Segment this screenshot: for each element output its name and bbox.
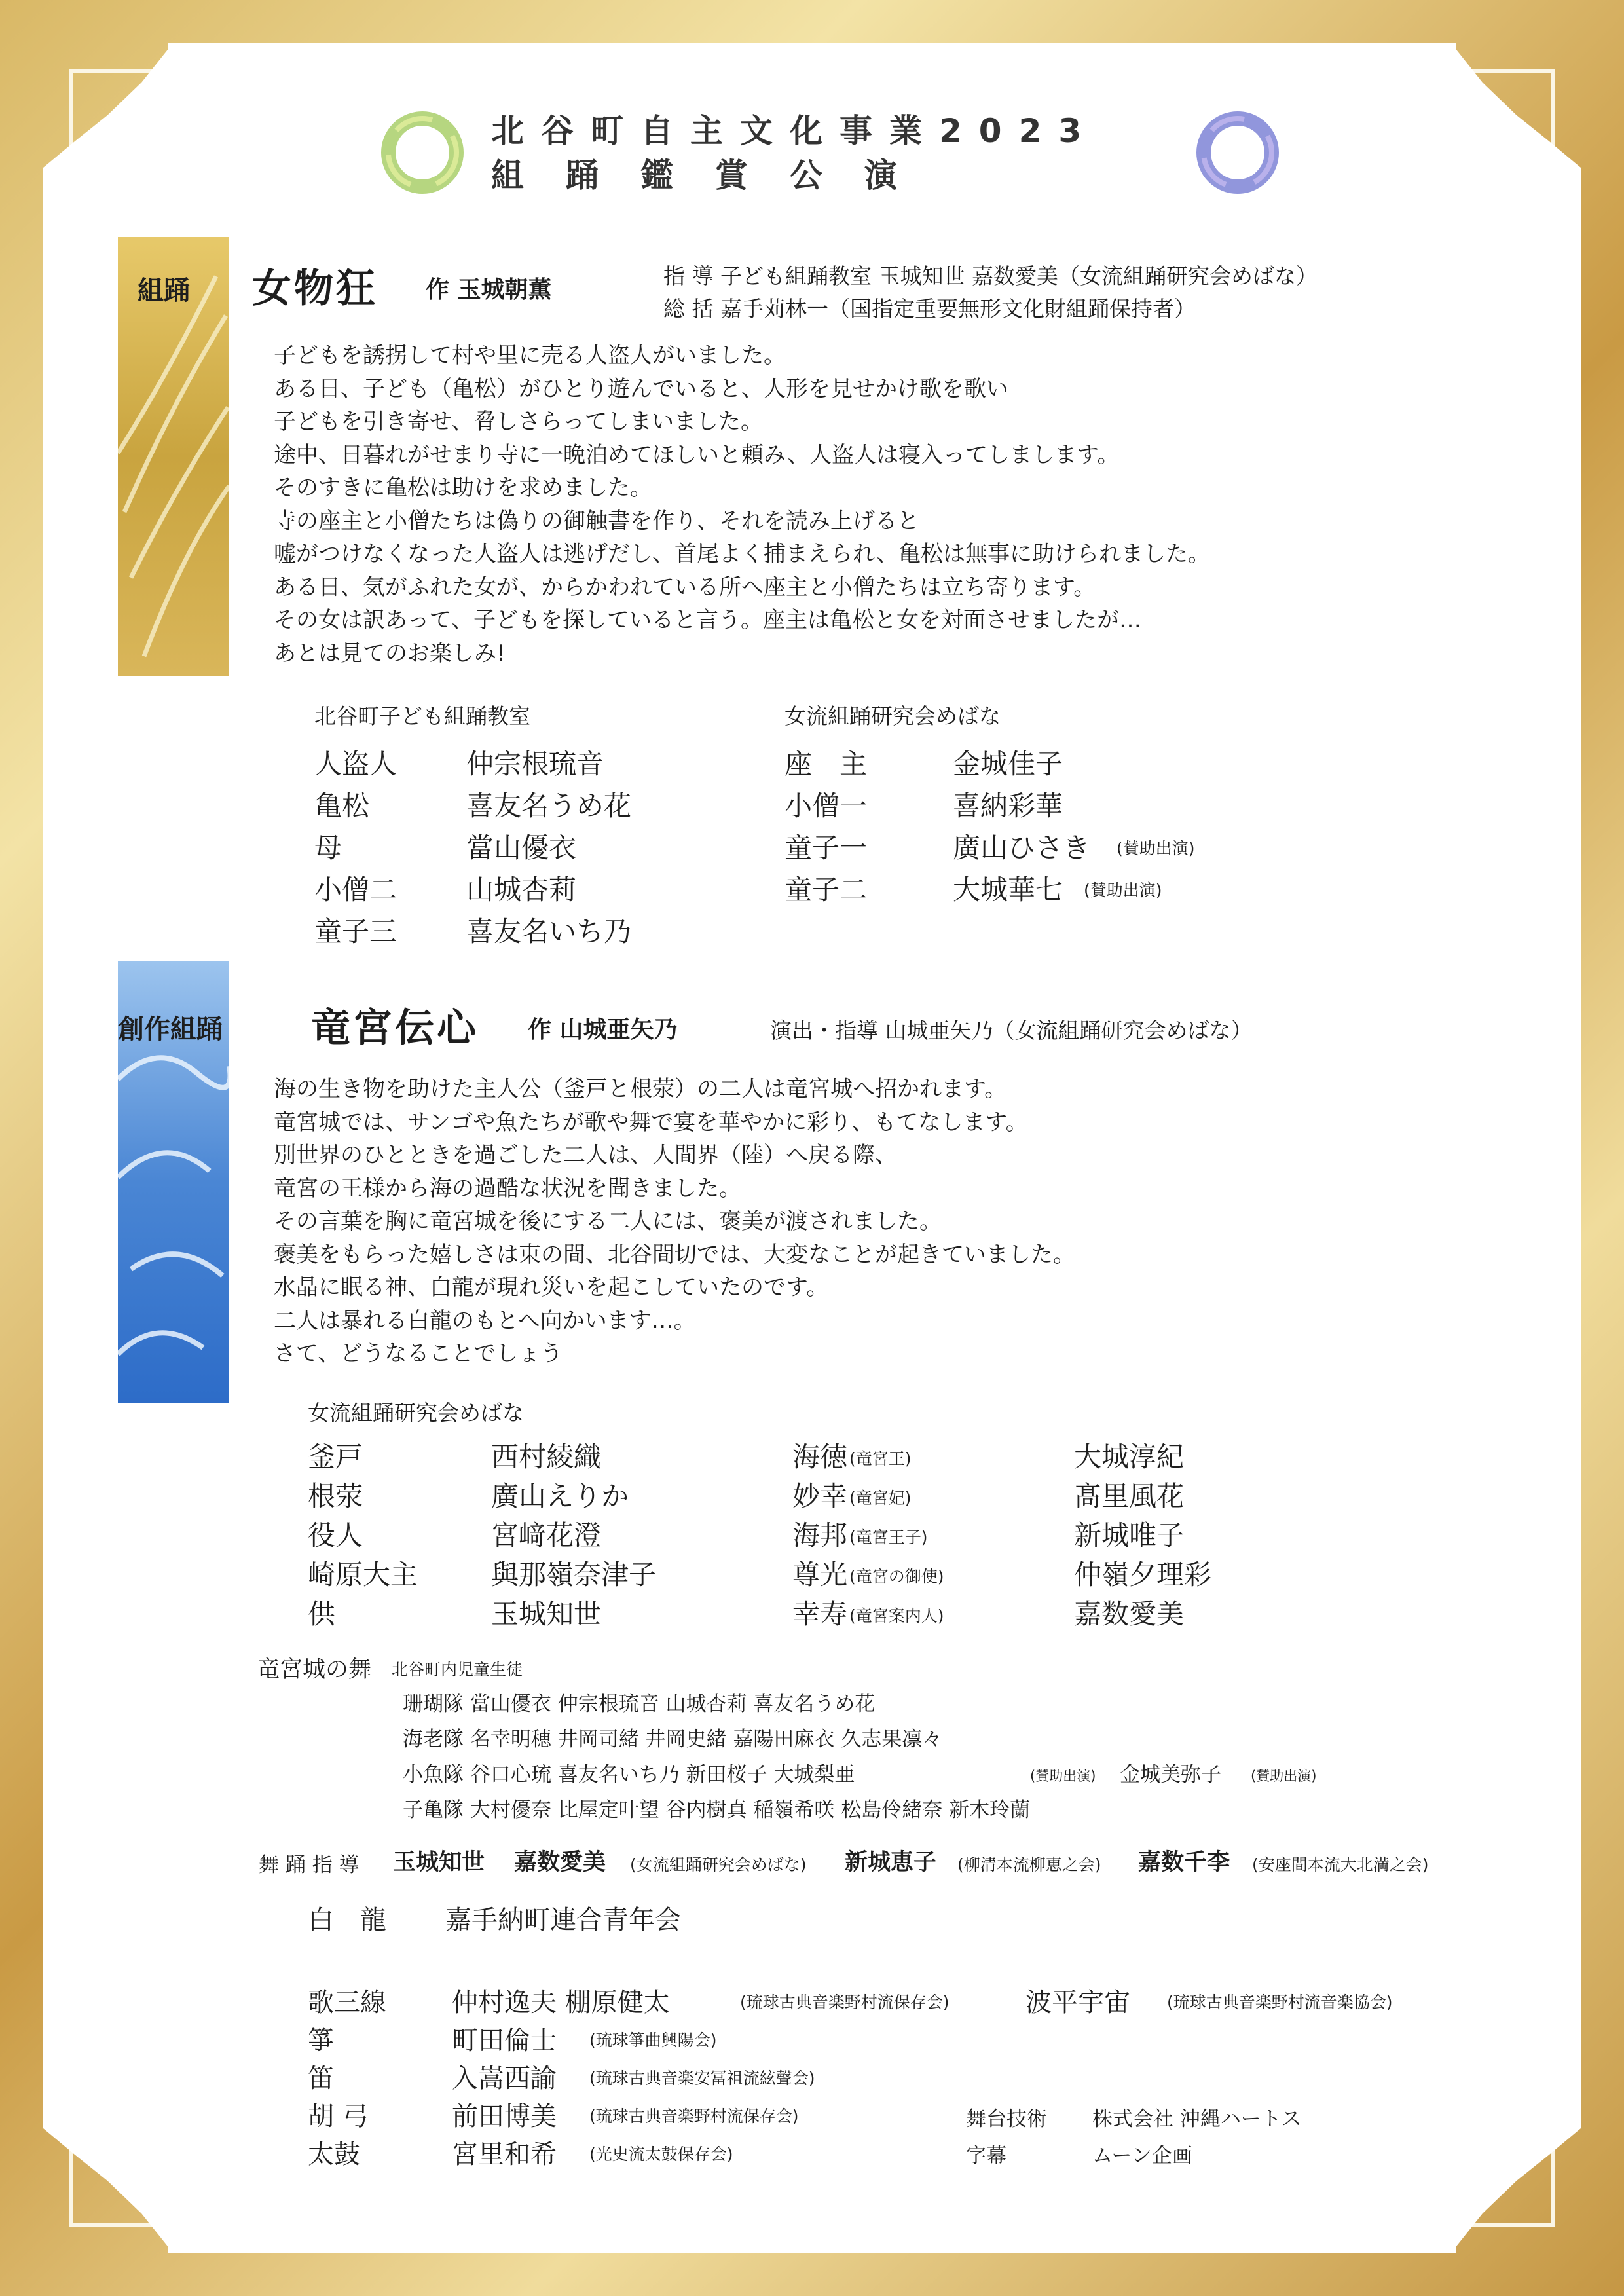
troupe-note: (賛助出演): [1251, 1768, 1317, 1784]
cast-name: 廣山ひさき: [953, 832, 1091, 864]
cast-note: (賛助出演): [1116, 839, 1195, 858]
dance-subtitle: 北谷町内児童生徒: [392, 1660, 523, 1679]
cast-role: 小僧二: [314, 874, 397, 906]
play1-author: 作 玉城朝薫: [426, 276, 552, 303]
story-line: その言葉を胸に竜宮城を後にする二人には、褒美が渡されました。: [274, 1208, 942, 1234]
instrument-label: 箏: [308, 2026, 334, 2056]
cast-name: 喜友名いち乃: [466, 916, 632, 948]
cast-role: 童子二: [784, 874, 868, 906]
story-line: 褒美をもらった嬉しさは束の間、北谷間切では、大変なことが起きていました。: [274, 1241, 1075, 1268]
cast-role: 母: [314, 832, 342, 864]
musician-name: 入嵩西諭: [452, 2064, 557, 2094]
cast-name: 仲嶺夕理彩: [1074, 1559, 1212, 1591]
instrument-label: 太鼓: [308, 2139, 360, 2170]
cast-role: 童子三: [314, 916, 397, 948]
story-line: 子どもを引き寄せ、脅しさらってしまいました。: [274, 409, 763, 435]
story-line: そのすきに亀松は助けを求めました。: [274, 475, 652, 501]
cast-role: 尊光: [792, 1559, 848, 1591]
cast-role: 亀松: [314, 790, 370, 822]
musician-note: (琉球古典音楽野村流保存会): [589, 2107, 799, 2126]
dance-title: 竜宮城の舞: [257, 1657, 372, 1683]
header-line-1: 北谷町自主文化事業2023: [491, 112, 1099, 150]
cast-name: 與那嶺奈津子: [491, 1559, 657, 1591]
cast-role: 供: [308, 1598, 336, 1630]
cast-role: 童子一: [784, 832, 868, 864]
staff-value: ムーン企画: [1092, 2144, 1192, 2168]
cast-role: 海邦: [792, 1519, 848, 1551]
troupe-line: 珊瑚隊 當山優衣 仲宗根琉音 山城杏莉 喜友名うめ花: [403, 1692, 876, 1716]
cast-name: 山城杏莉: [466, 874, 577, 906]
cast-role: 妙幸: [792, 1480, 848, 1512]
musician-name: 仲村逸夫 棚原健太: [452, 1988, 670, 2018]
story-line: 嘘がつけなくなった人盗人は逃げだし、首尾よく捕まえられ、亀松は無事に助けられました。: [274, 541, 1211, 567]
cast-role: 崎原大主: [308, 1559, 418, 1591]
cast-role: 根荥: [308, 1480, 363, 1512]
hakuryu-name: 嘉手納町連合青年会: [445, 1905, 681, 1935]
cast-name: 當山優衣: [466, 832, 577, 864]
cast-role: 小僧一: [784, 790, 868, 822]
musician-note: (琉球古典音楽野村流保存会): [740, 1993, 950, 2012]
musician-note: (琉球箏曲興陽会): [589, 2031, 717, 2050]
story-line: ある日、子ども（亀松）がひとり遊んでいると、人形を見せかけ歌を歌い: [274, 375, 1008, 402]
cast-role: 役人: [308, 1519, 363, 1551]
cast-name: 金城佳子: [953, 748, 1063, 780]
musician-note: (光史流太鼓保存会): [589, 2145, 733, 2164]
story-line: 途中、日暮れがせまり寺に一晩泊めてほしいと頼み、人盗人は寝入ってしまします。: [274, 441, 1120, 468]
cast-name: 新城唯子: [1074, 1519, 1185, 1551]
play1-credit-2: 総 括 嘉手苅林一（国指定重要無形文化財組踊保持者）: [663, 296, 1196, 322]
story-line: 竜宮の王様から海の過酷な状況を聞きました。: [274, 1175, 741, 1202]
cast-note: (竜宮の御使): [849, 1567, 944, 1586]
play2-author: 作 山城亜矢乃: [528, 1016, 678, 1043]
musician-note: (琉球古典音楽野村流音楽協会): [1167, 1993, 1393, 2012]
cast-note: (竜宮案内人): [849, 1606, 944, 1625]
cast-name: 西村綾織: [491, 1441, 602, 1473]
story-line: 水晶に眠る神、白龍が現れ災いを起こしていたのです。: [274, 1274, 829, 1301]
story-line: あとは見てのお楽しみ!: [274, 640, 506, 667]
cast-name: 宮﨑花澄: [491, 1519, 602, 1551]
cast-name: 大城淳紀: [1074, 1441, 1185, 1473]
play2-label: 創作組踊: [118, 1014, 223, 1045]
instructor-name: 嘉数千李: [1138, 1849, 1230, 1876]
staff-label: 舞台技術: [966, 2107, 1047, 2131]
story-line: ある日、気がふれた女が、からかわれている所へ座主と小僧たちは立ち寄ります。: [274, 574, 1096, 601]
cast-name: 仲宗根琉音: [466, 748, 604, 780]
troupe-extra: 金城美弥子: [1120, 1763, 1221, 1787]
play1-title: 女物狂: [252, 266, 378, 312]
play1-story: [274, 339, 1210, 670]
play2-credit: 演出・指導 山城亜矢乃（女流組踊研究会めばな）: [770, 1018, 1253, 1043]
troupe-note: (賛助出演): [1030, 1768, 1096, 1784]
story-line: 海の生き物を助けた主人公（釜戸と根荥）の二人は竜宮城へ招かれます。: [274, 1076, 1007, 1102]
instructor-name: 玉城知世: [393, 1849, 485, 1876]
blue-brush-circle-icon: [1189, 103, 1287, 202]
troupe-line: 小魚隊 谷口心琉 喜友名いち乃 新田桜子 大城梨亜: [403, 1763, 855, 1787]
instructor-note: (安座間本流大北満之会): [1252, 1855, 1429, 1874]
play2-story: [274, 1073, 1075, 1371]
cast-role: 釜戸: [308, 1441, 363, 1473]
cast-name: 喜納彩華: [953, 790, 1063, 822]
instruct-label: 舞 踊 指 導: [259, 1853, 360, 1877]
musician-name: 宮里和希: [452, 2139, 557, 2170]
cast-note: (竜宮王): [849, 1449, 912, 1468]
play1-credit-1: 指 導 子ども組踊教室 玉城知世 嘉数愛美（女流組踊研究会めばな）: [663, 263, 1318, 289]
cast-name: 喜友名うめ花: [466, 790, 632, 822]
instructor-name: 新城恵子: [845, 1849, 937, 1876]
instrument-label: 笛: [308, 2064, 334, 2094]
cast-name: 大城華七: [953, 874, 1063, 906]
story-line: さて、どうなることでしょう: [274, 1341, 563, 1367]
cast-note: (賛助出演): [1084, 881, 1162, 900]
play2-group: 女流組踊研究会めばな: [308, 1400, 524, 1426]
troupe-line: 海老隊 名幸明穂 井岡司緒 井岡史緒 嘉陽田麻衣 久志果凛々: [403, 1728, 943, 1751]
staff-value: 株式会社 沖縄ハートス: [1092, 2107, 1302, 2131]
green-brush-circle-icon: [373, 103, 471, 202]
musician-name: 町田倫士: [452, 2026, 557, 2056]
musician-name: 前田博美: [452, 2102, 557, 2132]
instructor-note: (柳清本流柳恵之会): [957, 1855, 1101, 1874]
instructor-note: (女流組踊研究会めばな): [630, 1855, 807, 1874]
cast-name: 廣山えりか: [491, 1480, 629, 1512]
cast-name: 嘉数愛美: [1074, 1598, 1185, 1630]
story-line: その女は訳あって、子どもを探していると言う。座主は亀松と女を対面させましたが…: [274, 607, 1141, 633]
musician-name: 波平宇宙: [1025, 1988, 1130, 2018]
play1-group-left: 北谷町子ども組踊教室: [314, 703, 530, 729]
cast-note: (竜宮妃): [849, 1489, 912, 1508]
cast-role: 人盗人: [314, 748, 397, 780]
instrument-label: 歌三線: [308, 1988, 386, 2018]
cast-note: (竜宮王子): [849, 1528, 928, 1547]
cast-role: 幸寿: [792, 1598, 848, 1630]
story-line: 別世界のひとときを過ごした二人は、人間界（陸）へ戻る際、: [274, 1142, 897, 1168]
cast-role: 座 主: [784, 748, 868, 780]
play2-title: 竜宮伝心: [311, 1005, 479, 1051]
staff-label: 字幕: [966, 2144, 1006, 2168]
instructor-name: 嘉数愛美: [514, 1849, 606, 1876]
story-line: 二人は暴れる白龍のもとへ向かいます…。: [274, 1307, 696, 1334]
cast-name: 玉城知世: [491, 1598, 602, 1630]
header-line-2: 組踊鑑賞公演: [491, 157, 939, 194]
instrument-label: 胡 弓: [308, 2102, 369, 2132]
play1-label: 組踊: [138, 275, 190, 306]
cast-role: 海徳: [792, 1441, 848, 1473]
story-line: 子どもを誘拐して村や里に売る人盗人がいました。: [274, 343, 786, 369]
play1-group-right: 女流組踊研究会めばな: [784, 703, 1001, 729]
musician-note: (琉球古典音楽安冨祖流絃聲会): [589, 2069, 815, 2088]
troupe-line: 子亀隊 大村優奈 比屋定叶望 谷内樹真 稲嶺希咲 松島伶緒奈 新木玲蘭: [403, 1798, 1031, 1822]
story-line: 竜宮城では、サンゴや魚たちが歌や舞で宴を華やかに彩り、もてなします。: [274, 1109, 1028, 1136]
cast-name: 髙里風花: [1074, 1480, 1185, 1512]
story-line: 寺の座主と小僧たちは偽りの御触書を作り、それを読み上げると: [274, 508, 919, 534]
hakuryu-role: 白 龍: [308, 1905, 386, 1935]
